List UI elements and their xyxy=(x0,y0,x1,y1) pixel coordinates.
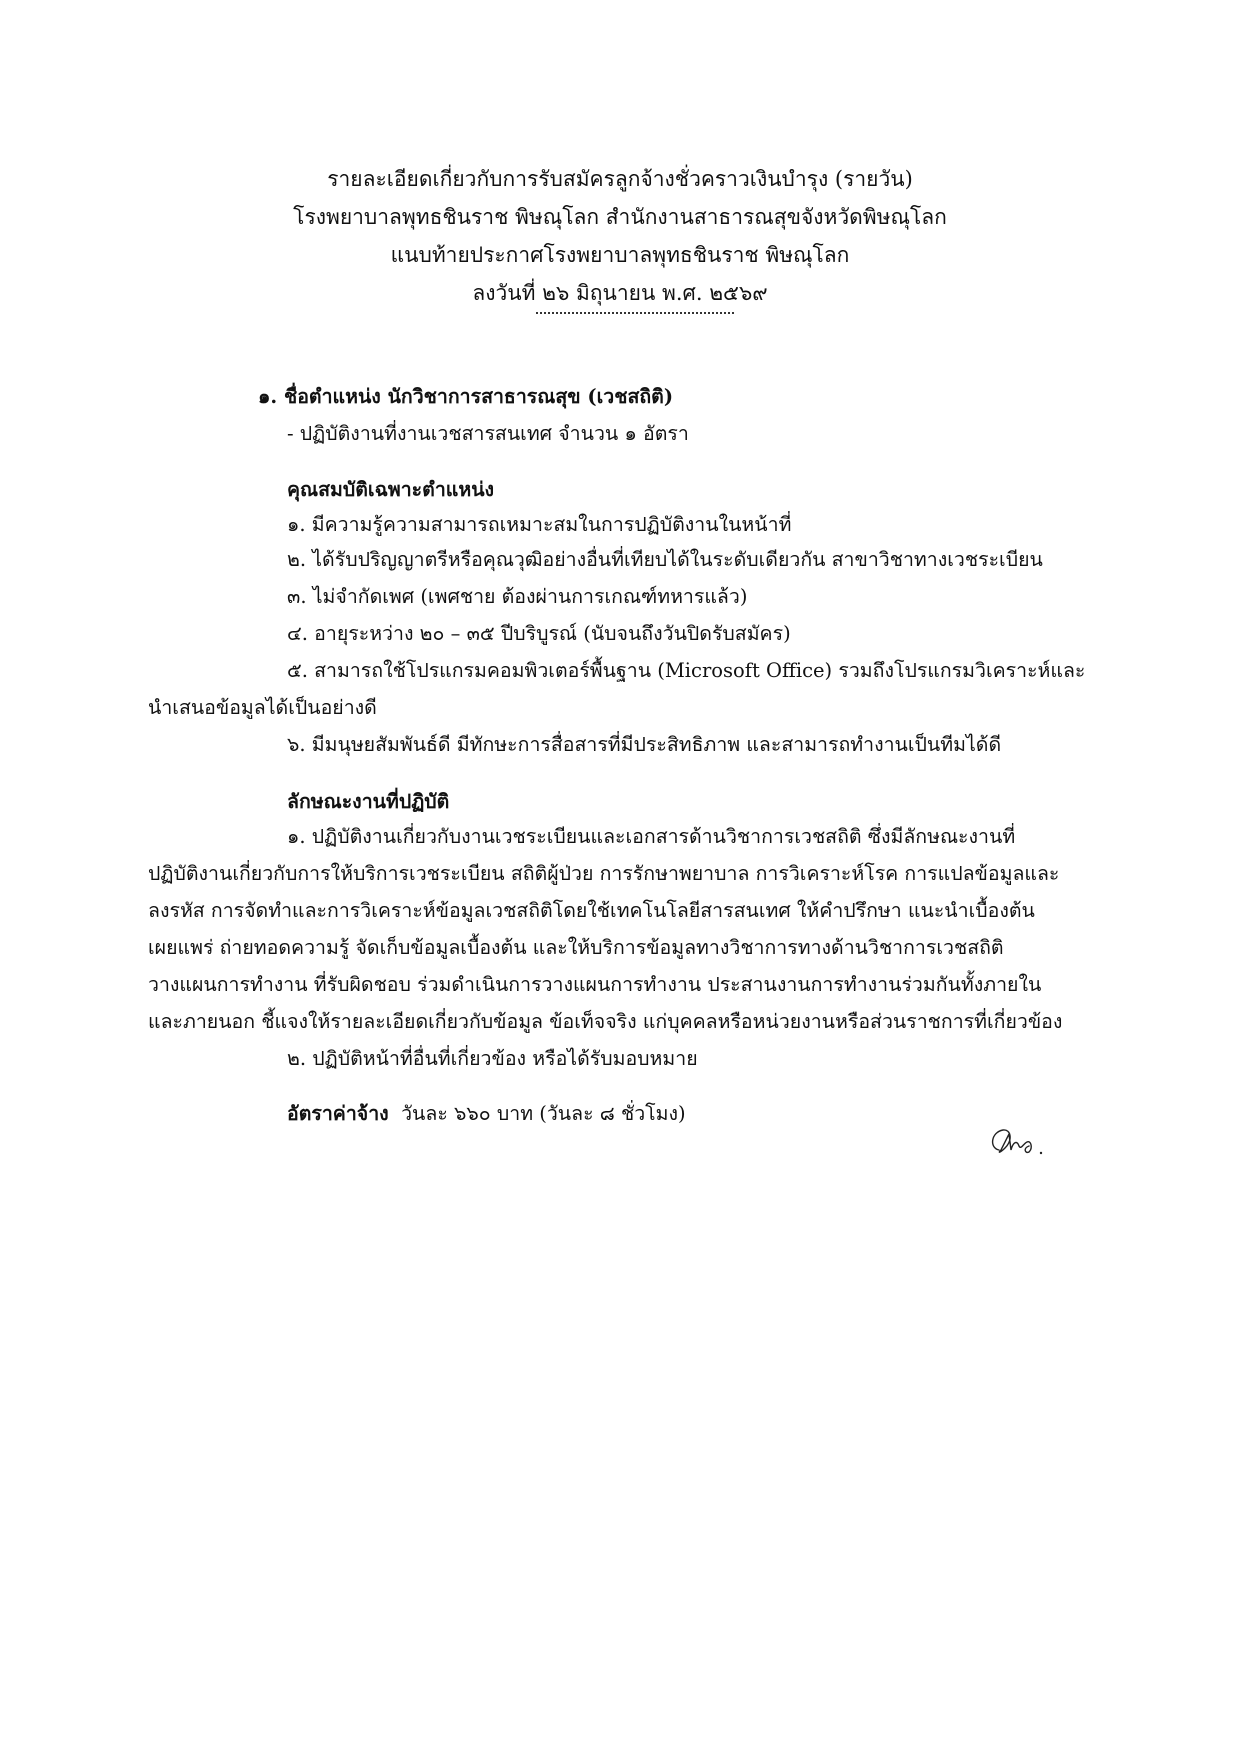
wage-label: อัตราค่าจ้าง xyxy=(287,1102,389,1125)
duty-item-1-line-3: ลงรหัส การจัดทำและการวิเคราะห์ข้อมูลเวชสถิติโดยใช้เทคโนโลยีสารสนเทศ ให้คำปรึกษา แนะนำเบื้องต้น xyxy=(148,899,1035,922)
dotted-divider xyxy=(536,312,734,314)
header-line-4: ลงวันที่ ๒๖ มิถุนายน พ.ศ. ๒๕๖๙ xyxy=(472,281,768,305)
qualification-item-5-cont: นำเสนอข้อมูลได้เป็นอย่างดี xyxy=(148,696,377,719)
qualification-item-6: ๖. มีมนุษยสัมพันธ์ดี มีทักษะการสื่อสารที่มีประสิทธิภาพ และสามารถทำงานเป็นทีมได้ดี xyxy=(287,733,1002,756)
qualifications-heading: คุณสมบัติเฉพาะตำแหน่ง xyxy=(287,478,495,501)
position-workplace: - ปฏิบัติงานที่งานเวชสารสนเทศ จำนวน ๑ อัตรา xyxy=(287,422,689,445)
signature-mark xyxy=(985,1120,1055,1165)
duty-item-1-line-5: วางแผนการทำงาน ที่รับผิดชอบ ร่วมดำเนินการวางแผนการทำงาน ประสานงานการทำงานร่วมกันทั้งภายใน xyxy=(148,973,1042,996)
header-line-3: แนบท้ายประกาศโรงพยาบาลพุทธชินราช พิษณุโลก xyxy=(390,243,850,267)
qualification-item-4: ๔. อายุระหว่าง ๒๐ – ๓๕ ปีบริบูรณ์ (นับจนถึงวันปิดรับสมัคร) xyxy=(287,622,791,645)
qualification-item-1: ๑. มีความรู้ความสามารถเหมาะสมในการปฏิบัติงานในหน้าที่ xyxy=(287,513,792,536)
qualification-item-3: ๓. ไม่จำกัดเพศ (เพศชาย ต้องผ่านการเกณฑ์ทหารแล้ว) xyxy=(287,585,748,608)
duty-item-1-line-2: ปฏิบัติงานเกี่ยวกับการให้บริการเวชระเบียน สถิติผู้ป่วย การรักษาพยาบาล การวิเคราะห์โรค การแปลข้อมูลและ xyxy=(148,862,1060,885)
duty-item-1-line-4: เผยแพร่ ถ่ายทอดความรู้ จัดเก็บข้อมูลเบื้องต้น และให้บริการข้อมูลทางวิชาการทางด้านวิชาการเวชสถิติ xyxy=(148,936,1004,959)
qualification-item-5: ๕. สามารถใช้โปรแกรมคอมพิวเตอร์พื้นฐาน (Microsoft Office) รวมถึงโปรแกรมวิเคราะห์และ xyxy=(287,659,1086,682)
duty-item-1-line-1: ๑. ปฏิบัติงานเกี่ยวกับงานเวชระเบียนและเอกสารด้านวิชาการเวชสถิติ ซึ่งมีลักษณะงานที่ xyxy=(287,825,1016,848)
document-header xyxy=(0,160,1240,312)
qualification-item-2: ๒. ได้รับปริญญาตรีหรือคุณวุฒิอย่างอื่นที่เทียบได้ในระดับเดียวกัน สาขาวิชาทางเวชระเบียน xyxy=(287,548,1043,571)
header-line-1: รายละเอียดเกี่ยวกับการรับสมัครลูกจ้างชั่วคราวเงินบำรุง (รายวัน) xyxy=(327,167,913,191)
wage-line xyxy=(287,1098,686,1129)
duties-heading: ลักษณะงานที่ปฏิบัติ xyxy=(287,790,450,813)
header-line-2: โรงพยาบาลพุทธชินราช พิษณุโลก สำนักงานสาธารณสุขจังหวัดพิษณุโลก xyxy=(293,205,947,229)
duty-item-1-line-6: และภายนอก ชี้แจงให้รายละเอียดเกี่ยวกับข้อมูล ข้อเท็จจริง แก่บุคคลหรือหน่วยงานหรือส่วนราชการที่เกี่ยวข้อง xyxy=(148,1010,1063,1033)
wage-value: วันละ ๖๖๐ บาท (วันละ ๘ ชั่วโมง) xyxy=(401,1102,686,1125)
position-title: ๑. ชื่อตำแหน่ง นักวิชาการสาธารณสุข (เวชสถิติ) xyxy=(258,385,674,408)
duty-item-2: ๒. ปฏิบัติหน้าที่อื่นที่เกี่ยวข้อง หรือได้รับมอบหมาย xyxy=(287,1047,698,1070)
